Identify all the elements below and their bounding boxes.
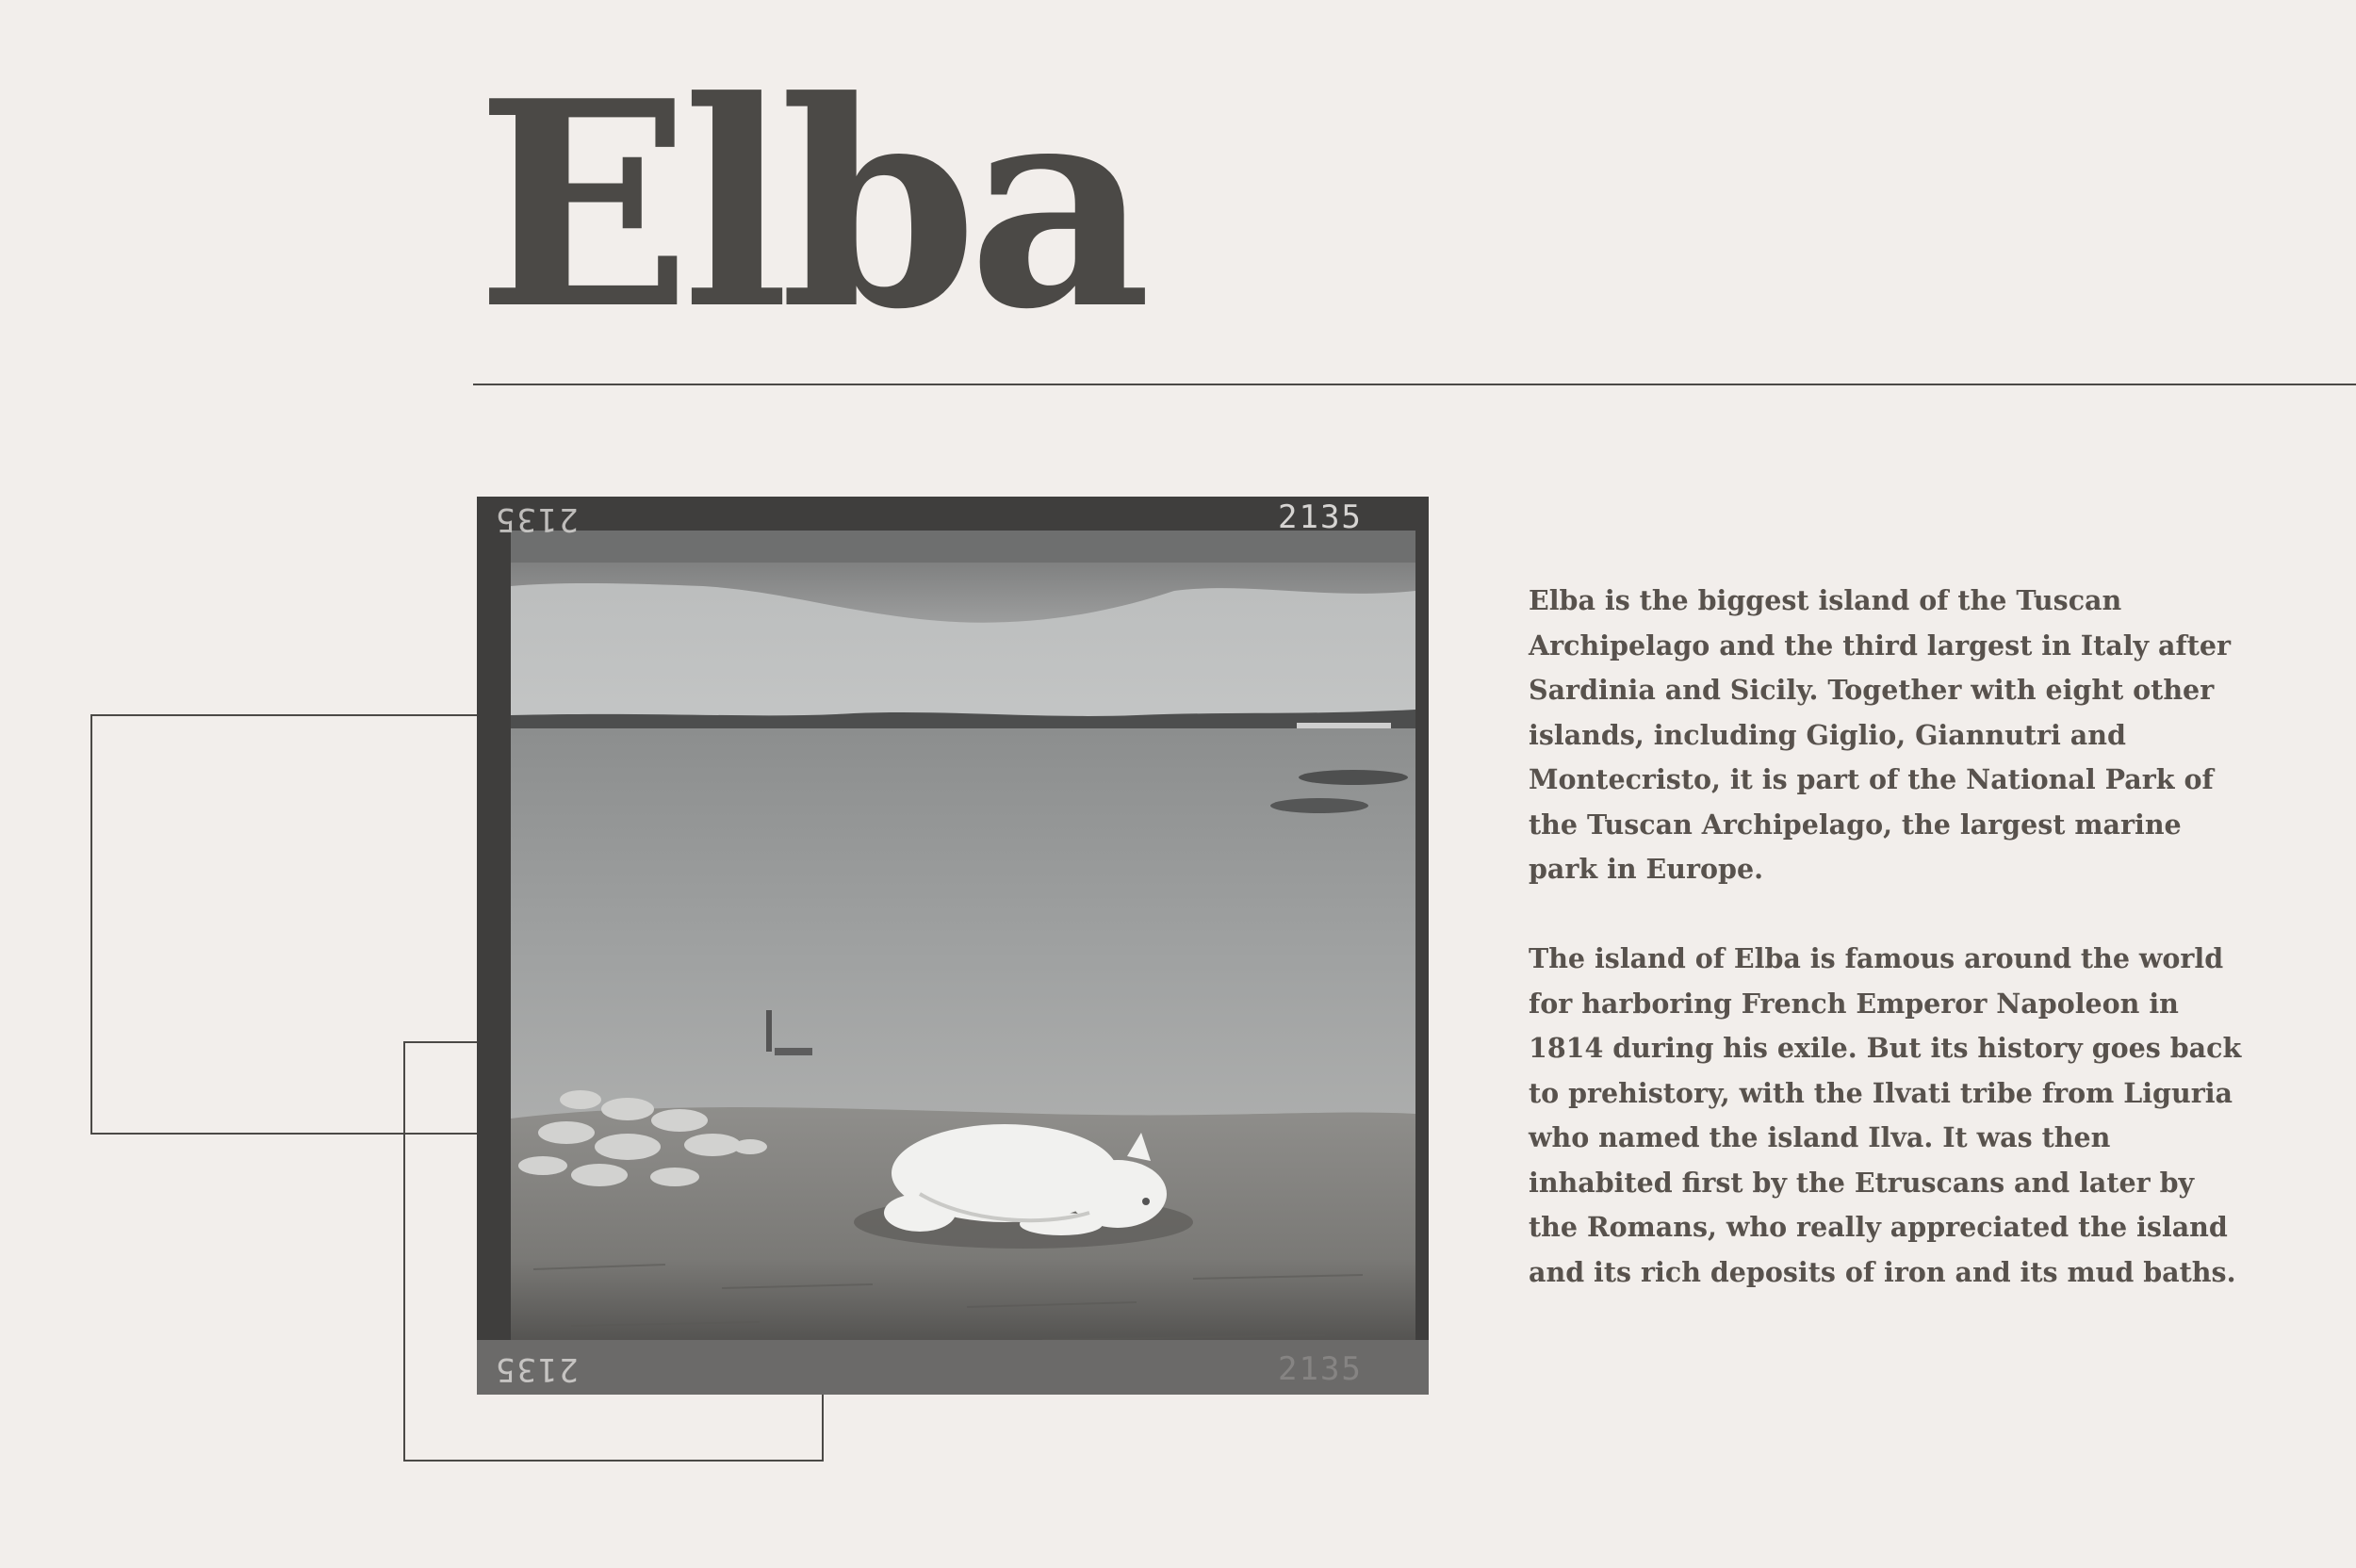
article-body	[1529, 579, 2245, 1295]
negative-number-top-right: 2135	[1278, 498, 1363, 536]
paragraph-1: Elba is the biggest island of the Tuscan Archipelago and the third largest in Italy after Sardinia and Sicily. Together with eight other islands, including Giglio, Giannutri and Montecristo, it is part of the National Park of the Tuscan Archipelago, the largest marine park in Europe.	[1529, 584, 2232, 885]
paragraph-2: The island of Elba is famous around the world for harboring French Emperor Napoleon in 1814 during his exile. But its history goes back to prehistory, with the Ilvati tribe from Liguria who named the island Ilva. It was then inhabited first by the Etruscans and later by the Romans, who really appreciated the island and its rich deposits of iron and its mud baths.	[1529, 942, 2242, 1288]
page-title: Elba	[476, 39, 1142, 371]
negative-number-bottom-left: 2135	[494, 1350, 579, 1388]
photo-illustration	[477, 497, 1429, 1395]
negative-number-top-left: 2135	[494, 500, 579, 538]
title-divider	[473, 384, 2356, 385]
vintage-photo-dog-by-lake	[477, 497, 1429, 1395]
negative-number-bottom-right: 2135	[1278, 1350, 1363, 1388]
